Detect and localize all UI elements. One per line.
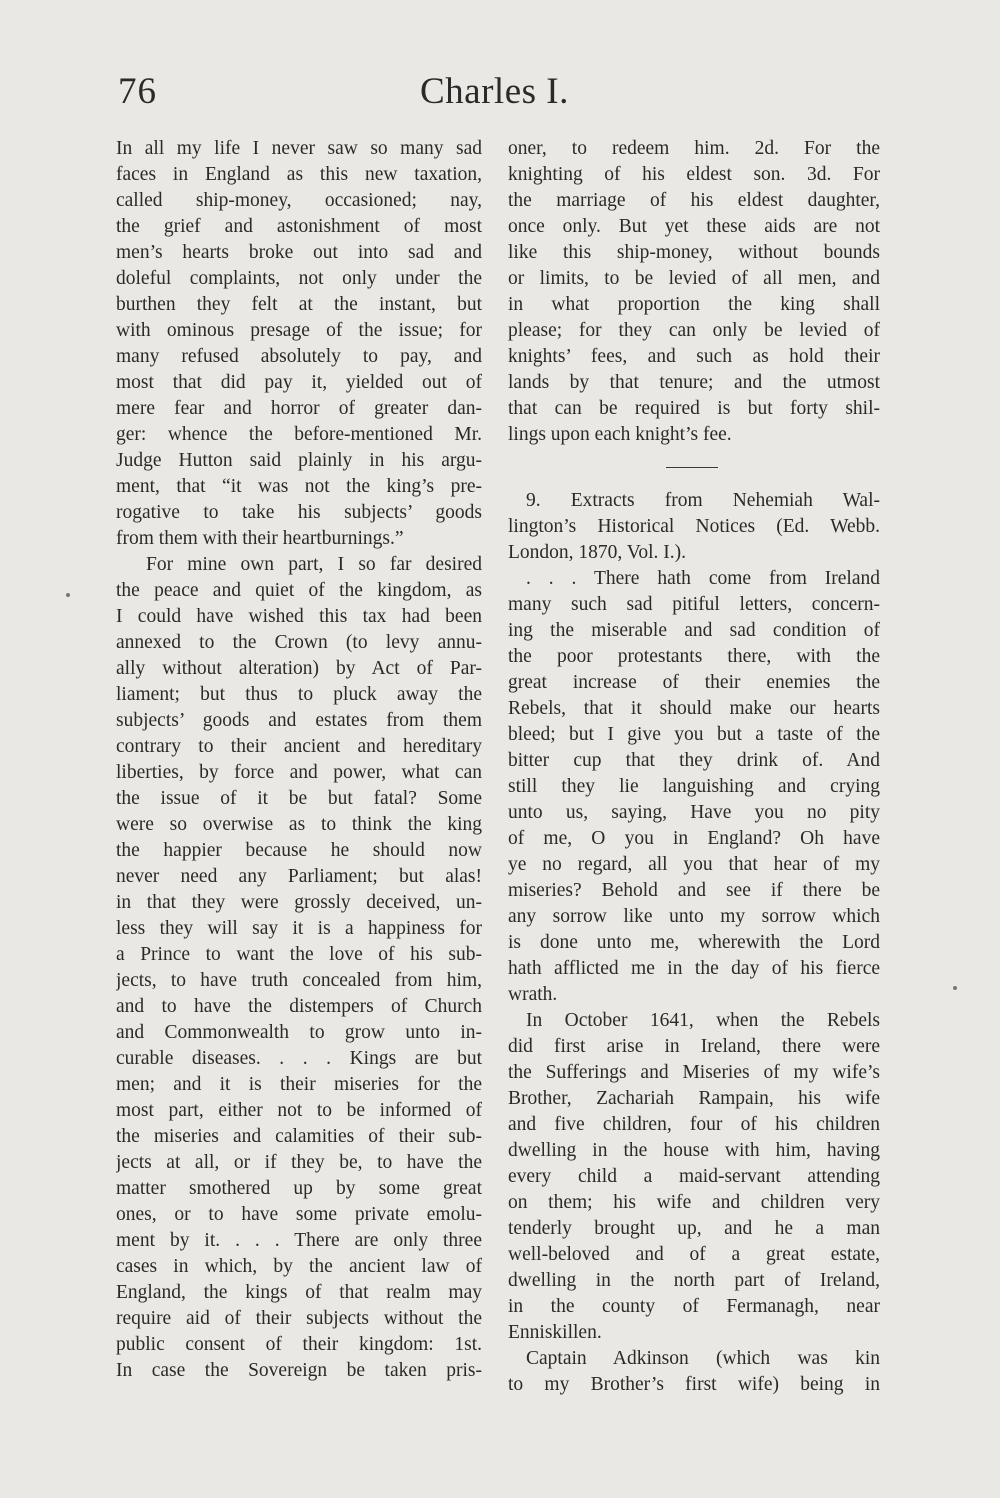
text-line: tenderly brought up, and he a man	[508, 1218, 880, 1239]
text-line: I could have wished this tax had been	[116, 606, 482, 627]
text-line: burthen they felt at the instant, but	[116, 294, 482, 315]
text-line: knights’ fees, and such as hold their	[508, 346, 880, 367]
text-line: oner, to redeem him. 2d. For the	[508, 138, 880, 159]
text-line: once only. But yet these aids are not	[508, 216, 880, 237]
text-line: ment by it. . . . There are only three	[116, 1230, 482, 1251]
text-line: ones, or to have some private emolu-	[116, 1204, 482, 1225]
section-heading-line: lington’s Historical Notices (Ed. Webb.	[508, 516, 880, 537]
text-line: most that did pay it, yielded out of	[116, 372, 482, 393]
right-column	[508, 136, 880, 1398]
text-line: ing the miserable and sad condition of	[508, 620, 880, 641]
text-line: curable diseases. . . . Kings are but	[116, 1048, 482, 1069]
text-line: and to have the distempers of Church	[116, 996, 482, 1017]
text-line: Judge Hutton said plainly in his argu-	[116, 450, 482, 471]
text-line: mere fear and horror of greater dan-	[116, 398, 482, 419]
running-head: Charles I.	[420, 71, 569, 112]
text-line: a Prince to want the love of his sub-	[116, 944, 482, 965]
text-line: ment, that “it was not the king’s pre-	[116, 476, 482, 497]
text-line: public consent of their kingdom: 1st.	[116, 1334, 482, 1355]
text-line: men; and it is their miseries for the	[116, 1074, 482, 1095]
paper-speck	[953, 986, 957, 990]
text-line: the issue of it be but fatal? Some	[116, 788, 482, 809]
text-line: the poor protestants there, with the	[508, 646, 880, 667]
text-line: with ominous presage of the issue; for	[116, 320, 482, 341]
text-line: faces in England as this new taxation,	[116, 164, 482, 185]
text-line: every child a maid-servant attending	[508, 1166, 880, 1187]
text-line: called ship-money, occasioned; nay,	[116, 190, 482, 211]
text-line: well-beloved and of a great estate,	[508, 1244, 880, 1265]
text-line: annexed to the Crown (to levy annu-	[116, 632, 482, 653]
text-line: unto us, saying, Have you no pity	[508, 802, 880, 823]
text-line: lings upon each knight’s fee.	[508, 424, 732, 445]
text-line: in the county of Fermanagh, near	[508, 1296, 880, 1317]
text-line: ally without alteration) by Act of Par-	[116, 658, 482, 679]
text-line: bleed; but I give you but a taste of the	[508, 724, 880, 745]
text-line: knighting of his eldest son. 3d. For	[508, 164, 880, 185]
text-line: In case the Sovereign be taken pris-	[116, 1360, 482, 1381]
text-line: or limits, to be levied of all men, and	[508, 268, 880, 289]
text-line: any sorrow like unto my sorrow which	[508, 906, 880, 927]
text-line: men’s hearts broke out into sad and	[116, 242, 482, 263]
text-line: Brother, Zachariah Rampain, his wife	[508, 1088, 880, 1109]
text-line: subjects’ goods and estates from them	[116, 710, 482, 731]
text-line: For mine own part, I so far desired	[146, 554, 482, 575]
text-line: most part, either not to be informed of	[116, 1100, 482, 1121]
text-line: that can be required is but forty shil-	[508, 398, 880, 419]
text-line: from them with their heartburnings.”	[116, 528, 404, 549]
text-line: never need any Parliament; but alas!	[116, 866, 482, 887]
text-line: Enniskillen.	[508, 1322, 602, 1343]
text-line: and Commonwealth to grow unto in-	[116, 1022, 482, 1043]
text-line: liberties, by force and power, what can	[116, 762, 482, 783]
text-line: like this ship-money, without bounds	[508, 242, 880, 263]
text-line: . . . There hath come from Ireland	[526, 568, 880, 589]
text-line: matter smothered up by some great	[116, 1178, 482, 1199]
text-line: still they lie languishing and crying	[508, 776, 880, 797]
text-line: ye no regard, all you that hear of my	[508, 854, 880, 875]
text-line: less they will say it is a happiness for	[116, 918, 482, 939]
text-line: in that they were grossly deceived, un-	[116, 892, 482, 913]
text-line: is done unto me, wherewith the Lord	[508, 932, 880, 953]
text-line: doleful complaints, not only under the	[116, 268, 482, 289]
text-line: miseries? Behold and see if there be	[508, 880, 880, 901]
text-line: the miseries and calamities of their sub-	[116, 1126, 482, 1147]
text-line: many refused absolutely to pay, and	[116, 346, 482, 367]
text-line: great increase of their enemies the	[508, 672, 880, 693]
text-line: hath afflicted me in the day of his fierce	[508, 958, 880, 979]
text-line: in what proportion the king shall	[508, 294, 880, 315]
text-line: require aid of their subjects without the	[116, 1308, 482, 1329]
text-line: In October 1641, when the Rebels	[526, 1010, 880, 1031]
text-line: dwelling in the house with him, having	[508, 1140, 880, 1161]
text-line: the Sufferings and Miseries of my wife’s	[508, 1062, 880, 1083]
left-column	[116, 136, 482, 1384]
text-line: contrary to their ancient and hereditary	[116, 736, 482, 757]
page-number: 76	[118, 71, 157, 112]
text-line: the marriage of his eldest daughter,	[508, 190, 880, 211]
text-line: the happier because he should now	[116, 840, 482, 861]
section-heading-line: 9. Extracts from Nehemiah Wal-	[526, 490, 880, 511]
text-line: please; for they can only be levied of	[508, 320, 880, 341]
text-line: In all my life I never saw so many sad	[116, 138, 482, 159]
text-line: to my Brother’s first wife) being in	[508, 1374, 880, 1395]
text-line: cases in which, by the ancient law of	[116, 1256, 482, 1277]
text-line: Captain Adkinson (which was kin	[526, 1348, 880, 1369]
text-line: and five children, four of his children	[508, 1114, 880, 1135]
text-line: the grief and astonishment of most	[116, 216, 482, 237]
text-line: rogative to take his subjects’ goods	[116, 502, 482, 523]
text-line: the peace and quiet of the kingdom, as	[116, 580, 482, 601]
text-line: many such sad pitiful letters, concern-	[508, 594, 880, 615]
text-line: jects, to have truth concealed from him,	[116, 970, 482, 991]
section-rule	[508, 462, 880, 488]
text-line: were so overwise as to think the king	[116, 814, 482, 835]
text-line: of me, O you in England? Oh have	[508, 828, 880, 849]
text-line: England, the kings of that realm may	[116, 1282, 482, 1303]
text-line: lands by that tenure; and the utmost	[508, 372, 880, 393]
text-line: bitter cup that they drink of. And	[508, 750, 880, 771]
text-line: wrath.	[508, 984, 558, 1005]
section-gap	[508, 448, 880, 462]
text-line: on them; his wife and children very	[508, 1192, 880, 1213]
section-heading-line: London, 1870, Vol. I.).	[508, 542, 687, 563]
text-line: Rebels, that it should make our hearts	[508, 698, 880, 719]
paper-speck	[66, 593, 70, 597]
text-line: liament; but thus to pluck away the	[116, 684, 482, 705]
text-line: ger: whence the before-mentioned Mr.	[116, 424, 482, 445]
text-line: jects at all, or if they be, to have the	[116, 1152, 482, 1173]
text-line: dwelling in the north part of Ireland,	[508, 1270, 880, 1291]
text-line: did first arise in Ireland, there were	[508, 1036, 880, 1057]
